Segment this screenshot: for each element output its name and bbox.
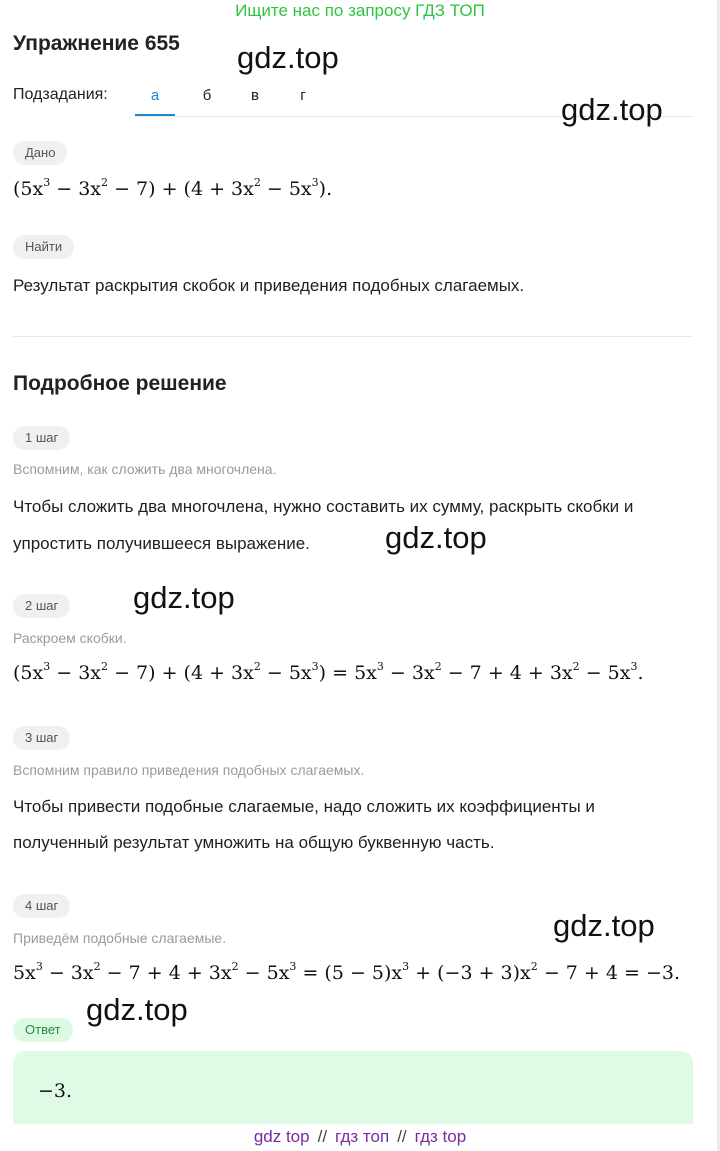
step-2-hint: Раскроем скобки.: [13, 630, 127, 646]
watermark: gdz.top: [385, 520, 487, 555]
exponent: 3: [35, 960, 43, 973]
find-text: Результат раскрытия скобок и приведения подобных слагаемых.: [13, 276, 525, 295]
exponent: 2: [101, 176, 109, 189]
step-2-chip: 2 шаг: [13, 594, 70, 618]
answer-value: −3.: [38, 1080, 73, 1102]
step-4-hint: Приведём подобные слагаемые.: [13, 930, 227, 946]
tab-b[interactable]: б: [202, 87, 212, 104]
solution-title: Подробное решение: [13, 372, 227, 395]
exponent: 2: [572, 660, 580, 673]
answer-chip: Ответ: [13, 1018, 73, 1042]
exponent: 2: [253, 660, 261, 673]
footer-link-1[interactable]: gdz top: [253, 1127, 310, 1146]
given-chip: Дано: [13, 141, 67, 165]
math-text: 5x: [13, 962, 36, 984]
section-divider: [13, 336, 692, 337]
footer-links: [0, 1127, 720, 1147]
step-3-text-line-2: полученный результат умножить на общую буквенную часть.: [13, 833, 495, 852]
math-text: − 5x: [260, 662, 312, 684]
math-text: − 3x: [50, 178, 102, 200]
exponent: 3: [402, 960, 410, 973]
math-text: − 3x: [383, 662, 435, 684]
subtask-tabs: [135, 78, 327, 116]
watermark: gdz.top: [86, 992, 188, 1027]
step-3-hint: Вспомним правило приведения подобных слагаемых.: [13, 762, 365, 778]
footer-separator: //: [397, 1127, 407, 1146]
math-text: − 7) + (4 + 3x: [108, 178, 254, 200]
watermark: gdz.top: [561, 92, 663, 127]
math-text: (5x: [13, 178, 44, 200]
footer-link-3[interactable]: гдз top: [414, 1127, 467, 1146]
exponent: 3: [376, 660, 384, 673]
math-text: − 7 + 4 = −3.: [537, 962, 681, 984]
promo-banner[interactable]: Ищите нас по запросу ГДЗ ТОП: [235, 1, 485, 20]
math-text: ).: [318, 178, 333, 200]
answer-box: [13, 1051, 693, 1124]
exponent: 2: [101, 660, 109, 673]
exponent: 3: [43, 176, 51, 189]
given-expression: [13, 178, 332, 200]
find-chip: Найти: [13, 235, 74, 259]
step-4-chip: 4 шаг: [13, 894, 70, 918]
math-text: + (−3 + 3)x: [409, 962, 531, 984]
math-text: − 5x: [579, 662, 631, 684]
step-3-chip: 3 шаг: [13, 726, 70, 750]
step-2-expression: [13, 662, 644, 684]
exponent: 2: [434, 660, 442, 673]
footer-link-2[interactable]: гдз топ: [335, 1127, 390, 1146]
watermark: gdz.top: [133, 580, 235, 615]
step-3-text-line-1: Чтобы привести подобные слагаемые, надо сложить их коэффициенты и: [13, 797, 595, 816]
math-text: .: [637, 662, 644, 684]
step-1-hint: Вспомним, как сложить два многочлена.: [13, 461, 277, 477]
exponent: 3: [630, 660, 638, 673]
math-text: − 7) + (4 + 3x: [108, 662, 254, 684]
exponent: 3: [43, 660, 51, 673]
tab-g[interactable]: г: [300, 87, 306, 104]
math-text: − 7 + 4 + 3x: [441, 662, 573, 684]
step-1-chip: 1 шаг: [13, 426, 70, 450]
watermark: gdz.top: [237, 40, 339, 75]
exercise-title: Упражнение 655: [13, 32, 180, 55]
math-text: − 5x: [260, 178, 312, 200]
math-text: − 7 + 4 + 3x: [100, 962, 232, 984]
step-1-text-line-1: Чтобы сложить два многочлена, нужно составить их сумму, раскрыть скобки и: [13, 497, 634, 516]
subtasks-label: Подзадания:: [13, 86, 108, 103]
tab-a[interactable]: а: [135, 78, 175, 116]
math-text: = (5 − 5)x: [296, 962, 403, 984]
exponent: 2: [530, 960, 538, 973]
footer-separator: //: [317, 1127, 328, 1146]
math-text: ) = 5x: [318, 662, 377, 684]
exponent: 2: [93, 960, 101, 973]
math-text: − 3x: [50, 662, 102, 684]
step-1-text-line-2: упростить получившееся выражение.: [13, 534, 310, 553]
exponent: 3: [289, 960, 297, 973]
math-text: (5x: [13, 662, 44, 684]
exponent: 3: [311, 660, 319, 673]
watermark: gdz.top: [553, 908, 655, 943]
exponent: 3: [311, 176, 319, 189]
exponent: 2: [231, 960, 239, 973]
math-text: − 5x: [238, 962, 290, 984]
step-4-expression: [13, 962, 680, 984]
tab-v[interactable]: в: [251, 87, 259, 104]
math-text: − 3x: [42, 962, 94, 984]
exponent: 2: [253, 176, 261, 189]
